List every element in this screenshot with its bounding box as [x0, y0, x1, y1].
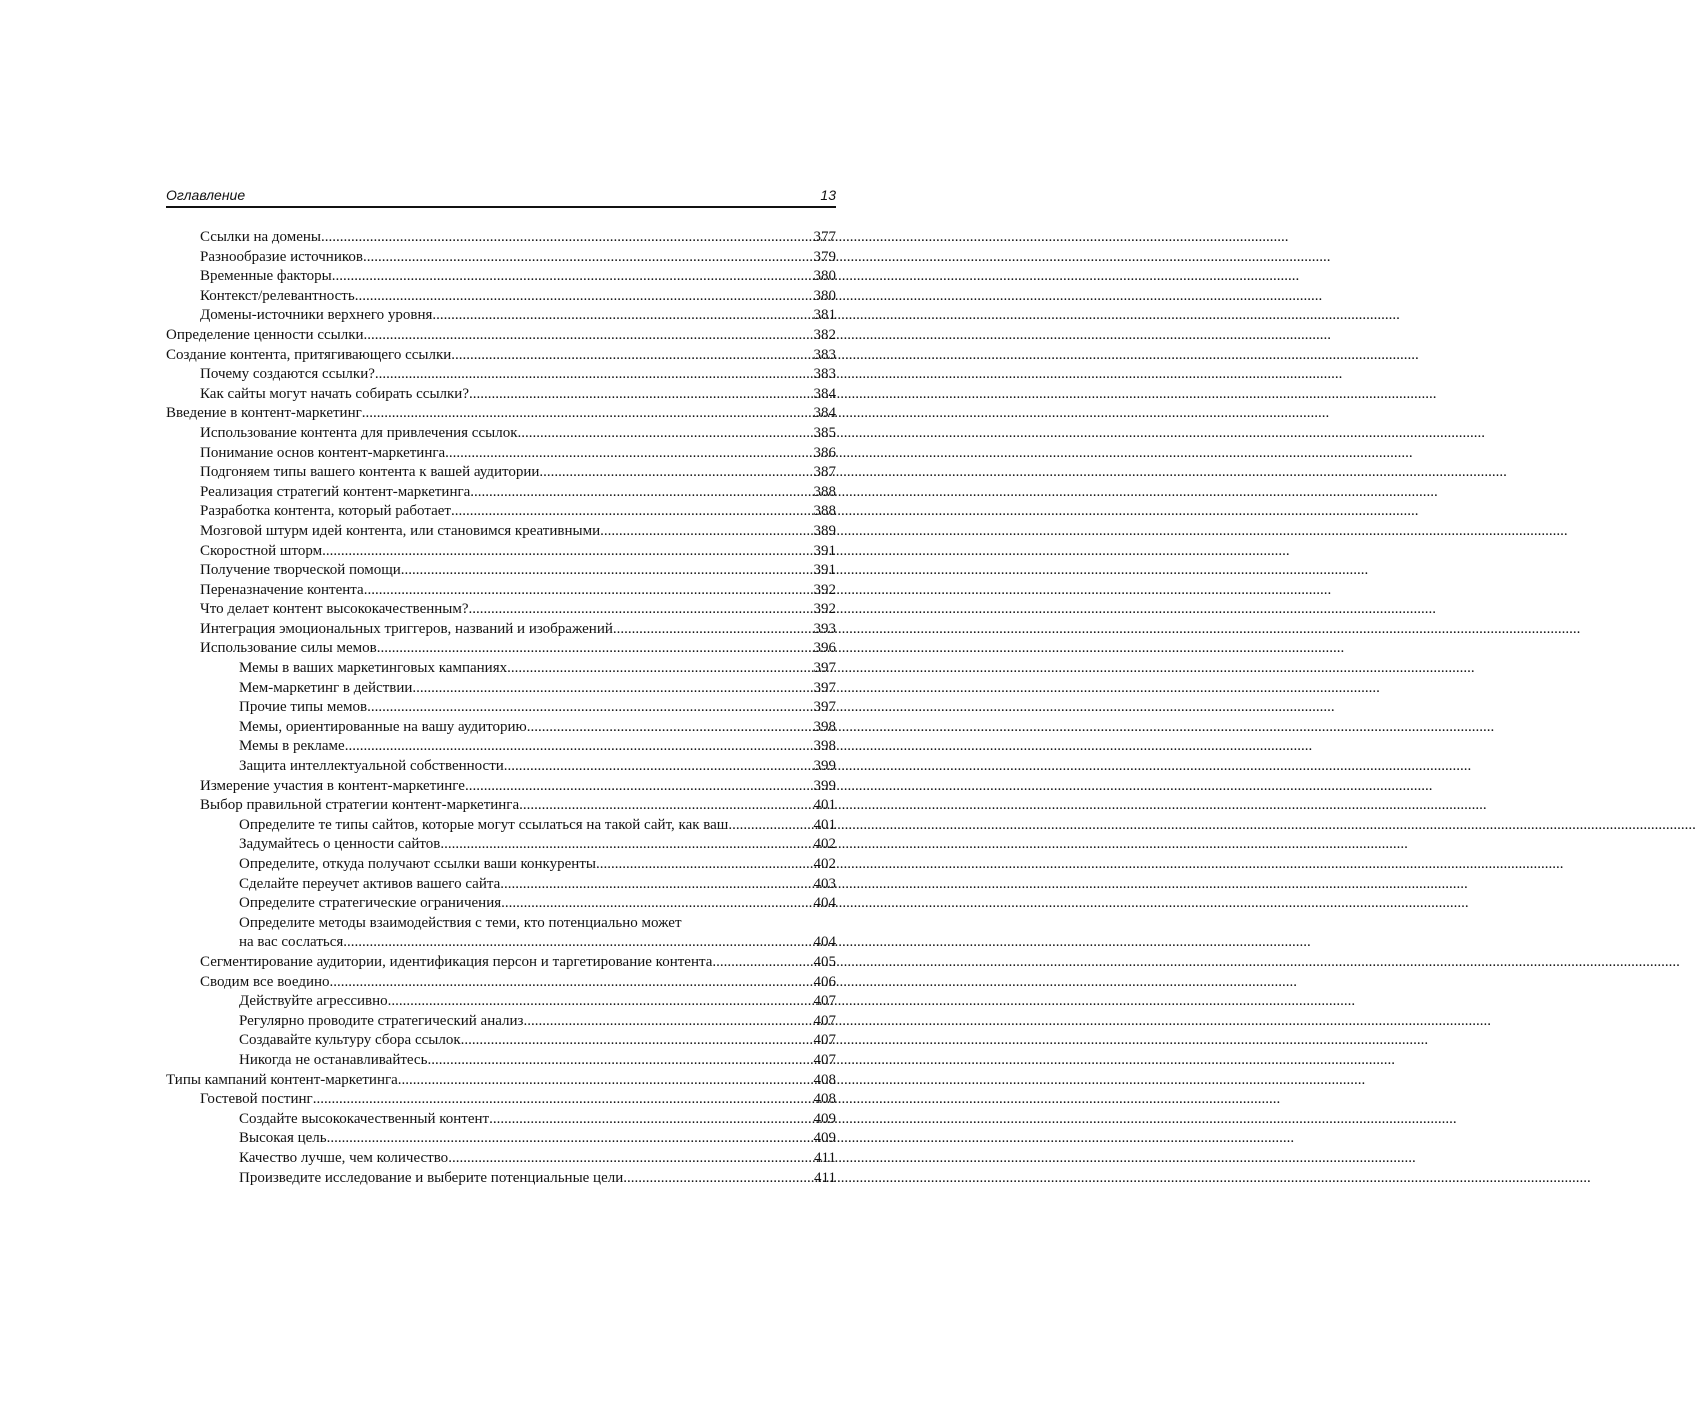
- dot-leader: [523, 1012, 813, 1032]
- toc-entry-title: Интеграция эмоциональных триггеров, названий и изображений: [200, 620, 613, 637]
- toc-entry-page: 408: [813, 1071, 836, 1088]
- toc-entry: [166, 973, 836, 993]
- toc-entry: [166, 542, 836, 562]
- toc-entry: [166, 620, 836, 640]
- toc-entry: [166, 1012, 836, 1032]
- toc-entry: [166, 365, 836, 385]
- toc-entry-page: 388: [813, 503, 836, 520]
- toc-entry-title: Понимание основ контент-маркетинга: [200, 444, 446, 461]
- dot-leader: [363, 248, 814, 268]
- toc-entry: [166, 424, 836, 444]
- toc-entry: [166, 561, 836, 581]
- dot-leader: [362, 404, 814, 424]
- toc-entry-page: 396: [813, 640, 836, 657]
- toc-entry: [166, 796, 836, 816]
- dot-leader: [345, 737, 814, 757]
- toc-entry-title: Разнообразие источников: [200, 248, 363, 265]
- toc-entry-page: 393: [813, 620, 836, 637]
- toc-entry-page: 389: [813, 522, 836, 539]
- toc-entry-title: Разработка контента, который работает: [200, 503, 451, 520]
- toc-entry-page: 398: [813, 718, 836, 735]
- book-page: [166, 186, 836, 1188]
- toc-entry-page: 387: [813, 464, 836, 481]
- toc-entry-page: 382: [813, 326, 836, 343]
- toc-entry-page: 397: [813, 679, 836, 696]
- dot-leader: [330, 973, 814, 993]
- dot-leader: [332, 267, 814, 287]
- toc-entry-page: 397: [813, 699, 836, 716]
- toc-entry-title: на вас сослаться: [239, 934, 344, 951]
- dot-leader: [321, 228, 813, 248]
- dot-leader: [623, 1169, 814, 1189]
- toc-entry: [166, 1090, 836, 1110]
- dot-leader: [367, 698, 813, 718]
- toc-entry-page: 407: [813, 993, 836, 1010]
- toc-entry: [166, 1031, 836, 1051]
- toc-entry-title: Мем-маркетинг в действии: [239, 679, 413, 696]
- toc-entry-title: Что делает контент высококачественным?: [200, 601, 469, 618]
- toc-entry-title: Почему создаются ссылки?: [200, 366, 375, 383]
- toc-entry: [166, 502, 836, 522]
- header-title: Оглавление: [166, 187, 246, 203]
- toc-entry-page: 379: [813, 248, 836, 265]
- toc-entry-page: 391: [813, 562, 836, 579]
- toc-entry: [166, 914, 836, 934]
- toc-entry-title: Типы кампаний контент-маркетинга: [166, 1071, 398, 1088]
- toc-entry-page: 411: [814, 1149, 836, 1166]
- toc-entry: [166, 698, 836, 718]
- dot-leader: [613, 620, 814, 640]
- toc-entry-page: 397: [813, 660, 836, 677]
- toc-entry: [166, 992, 836, 1012]
- toc-entry-title: Использование контента для привлечения ссылок: [200, 424, 518, 441]
- toc-entry: [166, 1149, 836, 1169]
- toc-entry-title: Сделайте переучет активов вашего сайта: [239, 875, 501, 892]
- toc-entry-title: Регулярно проводите стратегический анализ: [239, 1012, 524, 1029]
- toc-entry-title: Определите, откуда получают ссылки ваши конкуренты: [239, 856, 596, 872]
- toc-entry: [166, 483, 836, 503]
- toc-entry-title: Определите стратегические ограничения: [239, 895, 502, 912]
- toc-entry-page: 401: [813, 816, 836, 833]
- toc-entry-page: 388: [813, 483, 836, 500]
- toc-entry: [166, 522, 836, 542]
- toc-entry-page: 404: [813, 895, 836, 912]
- dot-leader: [519, 796, 813, 816]
- dot-leader: [377, 639, 814, 659]
- dot-leader: [527, 718, 814, 738]
- toc-entry-title: Временные факторы: [200, 268, 332, 285]
- toc-entry-page: 399: [813, 758, 836, 775]
- toc-entry-page: 408: [813, 1091, 836, 1108]
- toc-entry: [166, 816, 836, 836]
- dot-leader: [364, 326, 814, 346]
- dot-leader: [465, 777, 814, 797]
- dot-leader: [728, 816, 813, 836]
- toc-entry: [166, 444, 836, 464]
- toc-entry-title: Мозговой штурм идей контента, или становимся креативными: [200, 522, 601, 539]
- toc-entry: [166, 894, 836, 914]
- toc-entry-page: 386: [813, 444, 836, 461]
- toc-entry: [166, 248, 836, 268]
- toc-entry-page: 377: [813, 229, 836, 245]
- toc-entry-page: 407: [813, 1012, 836, 1029]
- toc-entry: [166, 679, 836, 699]
- toc-entry-title: Мемы в ваших маркетинговых кампаниях: [239, 660, 508, 677]
- dot-leader: [412, 679, 813, 699]
- toc-entry: [166, 1110, 836, 1130]
- toc-entry-title: Создание контента, притягивающего ссылки: [166, 346, 452, 363]
- toc-entry: [166, 404, 836, 424]
- dot-leader: [445, 444, 813, 464]
- dot-leader: [501, 894, 813, 914]
- toc-entry-title: Гостевой постинг: [200, 1091, 313, 1108]
- toc-entry-title: Мемы в рекламе: [239, 738, 345, 755]
- toc-entry: [166, 737, 836, 757]
- dot-leader: [398, 1071, 814, 1091]
- toc-entry: [166, 1129, 836, 1149]
- dot-leader: [440, 835, 813, 855]
- toc-entry-title: Создайте высококачественный контент: [239, 1110, 490, 1127]
- toc-entry-page: 406: [813, 973, 836, 990]
- toc-entry-page: 403: [813, 875, 836, 892]
- toc-entry-title: Подгоняем типы вашего контента к вашей аудитории: [200, 464, 540, 481]
- toc-entry-page: 380: [813, 287, 836, 304]
- toc-entry: [166, 953, 836, 973]
- toc-entry: [166, 855, 836, 875]
- dot-leader: [517, 424, 813, 444]
- toc-entry: [166, 718, 836, 738]
- running-header: [166, 186, 836, 208]
- toc-entry-title: Сводим все воедино: [200, 973, 330, 990]
- toc-entry-title: Высокая цель: [239, 1130, 327, 1147]
- dot-leader: [600, 522, 813, 542]
- toc-entry-page: 404: [813, 934, 836, 951]
- toc-entry-page: 384: [813, 385, 836, 402]
- dot-leader: [470, 483, 813, 503]
- toc-entry-page: 399: [813, 777, 836, 794]
- toc-entry: [166, 346, 836, 366]
- toc-entry: [166, 463, 836, 483]
- dot-leader: [461, 1031, 814, 1051]
- toc-entry-title: Выбор правильной стратегии контент-маркетинга: [200, 797, 520, 814]
- toc-entry-page: 383: [813, 366, 836, 383]
- toc-entry-page: 385: [813, 424, 836, 441]
- toc-entry-page: 392: [813, 601, 836, 618]
- dot-leader: [489, 1110, 813, 1130]
- dot-leader: [596, 855, 814, 875]
- toc-entry-page: 407: [813, 1051, 836, 1068]
- toc-entry-title: Защита интеллектуальной собственности: [239, 758, 504, 775]
- dot-leader: [427, 1051, 813, 1071]
- toc-entry-title: Определение ценности ссылки: [166, 326, 364, 343]
- dot-leader: [507, 659, 813, 679]
- toc-entry: [166, 267, 836, 287]
- dot-leader: [539, 463, 813, 483]
- toc-entry-title: Произведите исследование и выберите потенциальные цели: [239, 1169, 624, 1186]
- header-page-number: 13: [820, 187, 836, 203]
- toc-entry-title: Домены-источники верхнего уровня: [200, 307, 433, 324]
- toc-entry-page: 391: [813, 542, 836, 559]
- toc-entry-title: Реализация стратегий контент-маркетинга: [200, 483, 471, 500]
- toc-entry: [166, 835, 836, 855]
- toc-entry: [166, 777, 836, 797]
- toc-entry: [166, 287, 836, 307]
- dot-leader: [448, 1149, 814, 1169]
- toc-entry: [166, 385, 836, 405]
- dot-leader: [451, 502, 814, 522]
- toc-entry-title: Определите методы взаимодействия с теми, кто потенциально может: [239, 914, 682, 931]
- table-of-contents: [166, 228, 836, 1188]
- toc-entry-page: 411: [814, 1169, 836, 1186]
- toc-entry-title: Сегментирование аудитории, идентификация персон и таргетирование контента: [200, 953, 713, 970]
- toc-entry-page: 407: [813, 1032, 836, 1049]
- toc-entry-title: Мемы, ориентированные на вашу аудиторию: [239, 718, 527, 735]
- toc-entry-page: 409: [813, 1130, 836, 1147]
- dot-leader: [504, 757, 814, 777]
- dot-leader: [343, 933, 813, 953]
- toc-entry-title: Ссылки на домены: [200, 229, 322, 245]
- toc-entry: [166, 933, 836, 953]
- toc-entry-page: 381: [813, 307, 836, 324]
- toc-entry: [166, 326, 836, 346]
- toc-entry: [166, 875, 836, 895]
- toc-entry-title: Получение творческой помощи: [200, 562, 401, 579]
- dot-leader: [500, 875, 813, 895]
- toc-entry-title: Создавайте культуру сбора ссылок: [239, 1032, 461, 1049]
- dot-leader: [712, 953, 813, 973]
- toc-entry: [166, 581, 836, 601]
- toc-entry-page: 383: [813, 346, 836, 363]
- dot-leader: [469, 600, 814, 620]
- toc-entry-page: 409: [813, 1110, 836, 1127]
- dot-leader: [355, 287, 814, 307]
- toc-entry-title: Действуйте агрессивно: [239, 993, 388, 1010]
- dot-leader: [388, 992, 814, 1012]
- dot-leader: [322, 542, 813, 562]
- dot-leader: [469, 385, 814, 405]
- toc-entry: [166, 757, 836, 777]
- toc-entry-page: 402: [813, 836, 836, 853]
- toc-entry-title: Как сайты могут начать собирать ссылки?: [200, 385, 469, 402]
- toc-entry: [166, 306, 836, 326]
- dot-leader: [401, 561, 814, 581]
- toc-entry-title: Прочие типы мемов: [239, 699, 368, 716]
- toc-entry-title: Контекст/релевантность: [200, 287, 355, 304]
- toc-entry-page: 380: [813, 268, 836, 285]
- toc-entry-title: Использование силы мемов: [200, 640, 377, 657]
- toc-entry-page: 384: [813, 405, 836, 422]
- toc-entry: [166, 600, 836, 620]
- toc-entry: [166, 659, 836, 679]
- toc-entry: [166, 1071, 836, 1091]
- dot-leader: [432, 306, 813, 326]
- dot-leader: [375, 365, 814, 385]
- toc-entry-title: Никогда не останавливайтесь: [239, 1051, 428, 1068]
- dot-leader: [313, 1090, 814, 1110]
- toc-entry-title: Задумайтесь о ценности сайтов: [239, 836, 441, 853]
- toc-entry-page: 401: [813, 797, 836, 814]
- toc-entry-title: Качество лучше, чем количество: [239, 1149, 449, 1166]
- toc-entry-title: Переназначение контента: [200, 581, 364, 598]
- toc-entry-page: 392: [813, 581, 836, 598]
- dot-leader: [364, 581, 814, 601]
- toc-entry-page: 405: [813, 953, 836, 970]
- dot-leader: [327, 1129, 814, 1149]
- toc-entry: [166, 1169, 836, 1189]
- toc-entry-page: 402: [813, 856, 836, 872]
- toc-entry-title: Определите те типы сайтов, которые могут ссылаться на такой сайт, как ваш: [239, 816, 729, 833]
- toc-entry-title: Скоростной шторм: [200, 542, 323, 559]
- toc-entry: [166, 228, 836, 248]
- toc-entry-page: 398: [813, 738, 836, 755]
- toc-entry-title: Измерение участия в контент-маркетинге: [200, 777, 465, 794]
- toc-entry-title: Введение в контент-маркетинг: [166, 405, 362, 422]
- toc-entry: [166, 639, 836, 659]
- dot-leader: [451, 346, 813, 366]
- toc-entry: [166, 1051, 836, 1071]
